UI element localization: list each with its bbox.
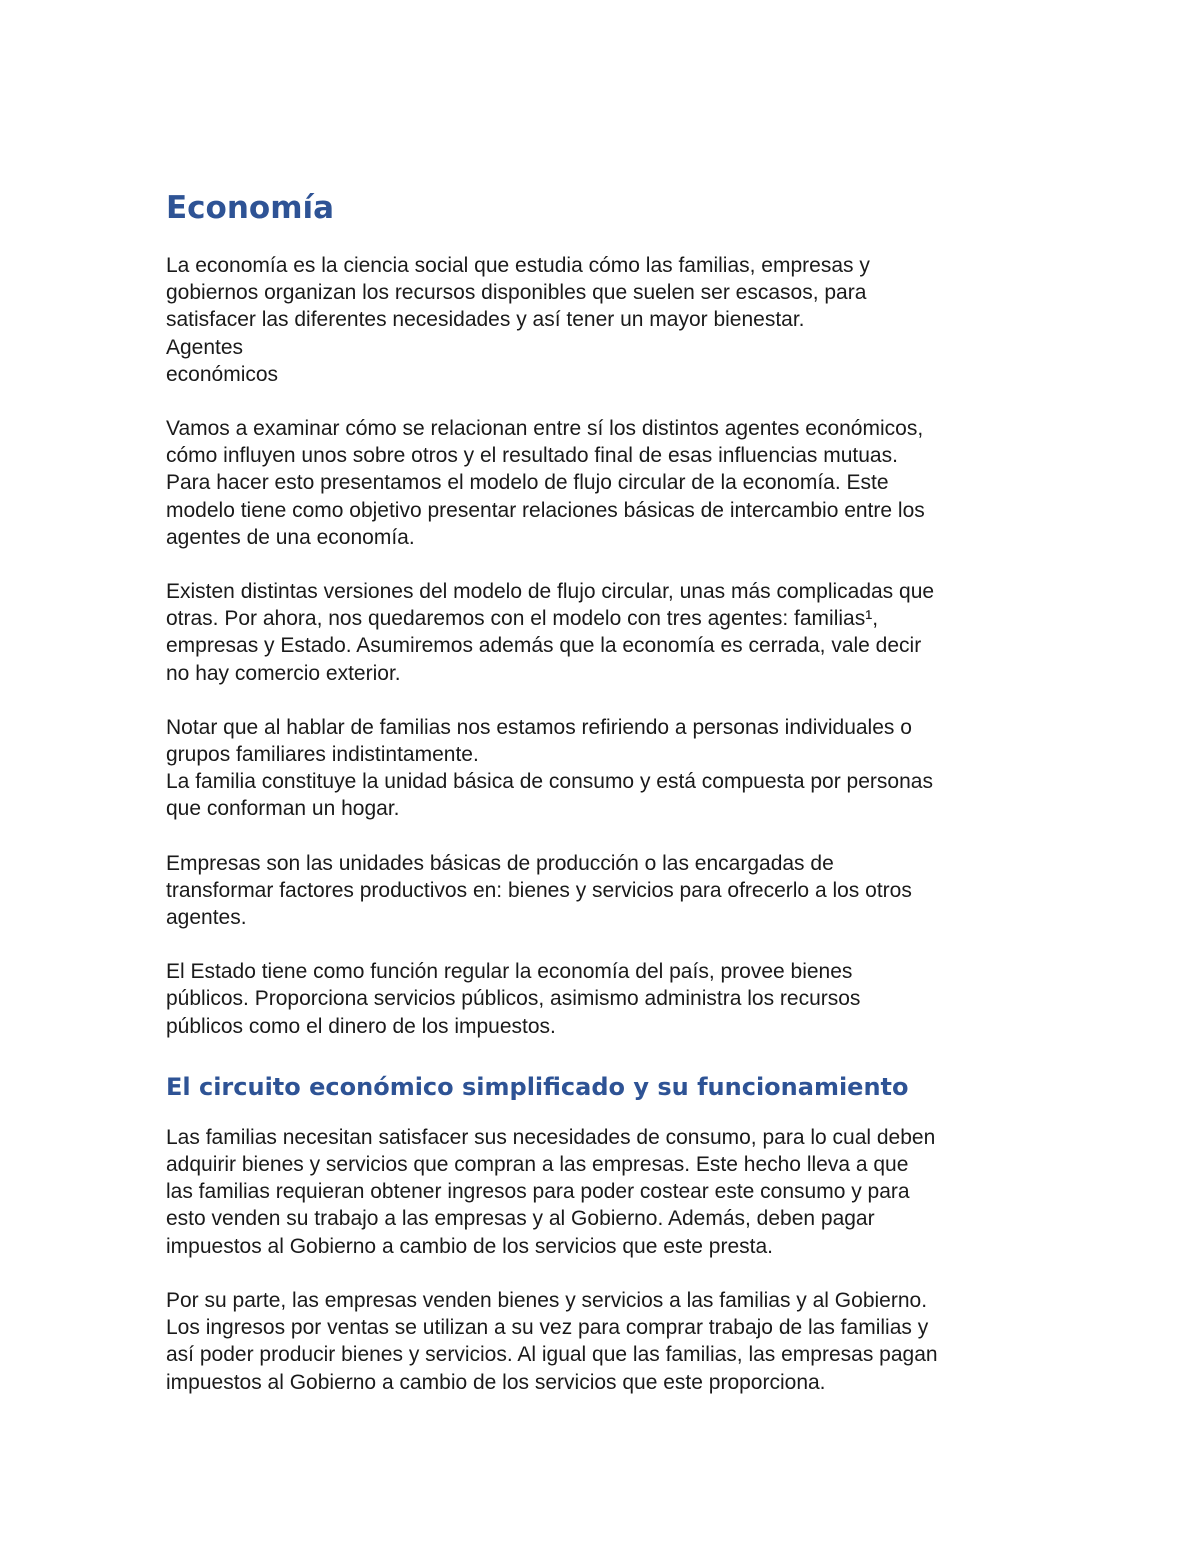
section-title: El circuito económico simplificado y su funcionamiento bbox=[166, 1072, 909, 1101]
agents-label-line2: económicos bbox=[166, 362, 279, 386]
agents-label-line1: Agentes bbox=[166, 335, 244, 359]
paragraph-por-su-parte: Por su parte, las empresas venden bienes y servicios a las familias y al Gobierno. Los ingresos por ventas se utilizan a su vez para comprar trabajo de las familias y así poder producir bienes y servicios. Al igual que las familias, las empresas pagan impuestos al Gobierno a cambio de los servicios que este proporciona. bbox=[166, 1288, 938, 1394]
intro-paragraph: La economía es la ciencia social que estudia cómo las familias, empresas y gobiernos organizan los recursos disponibles que suelen ser escasos, para satisfacer las diferentes necesidades y así tener un mayor bienestar. bbox=[166, 254, 870, 332]
page-title: Economía bbox=[166, 190, 335, 226]
paragraph-familia: La familia constituye la unidad básica de consumo y está compuesta por personas que conforman un hogar. bbox=[166, 770, 933, 821]
paragraph-notar: Notar que al hablar de familias nos estamos refiriendo a personas individuales o grupos familiares indistintamente. bbox=[166, 715, 912, 767]
paragraph-examinar: Vamos a examinar cómo se relacionan entre sí los distintos agentes económicos, cómo influyen unos sobre otros y el resultado final de esas influencias mutuas. Para hacer esto presentamos el modelo de flujo circular de la economía. Este modelo tiene como objetivo presentar relaciones básicas de intercambio entre los agentes de una economía. bbox=[166, 417, 925, 549]
paragraph-estado: El Estado tiene como función regular la economía del país, provee bienes públicos. Proporciona servicios públicos, asimismo administra los recursos públicos como el dinero de los impuestos. bbox=[166, 960, 861, 1038]
paragraph-empresas: Empresas son las unidades básicas de producción o las encargadas de transformar factores productivos en: bienes y servicios para ofrecerlo a los otros agentes. bbox=[166, 851, 912, 930]
paragraph-versiones: Existen distintas versiones del modelo de flujo circular, unas más complicadas que otras. Por ahora, nos quedaremos con el modelo con tres agentes: familias¹, empresas y Estado. Asumiremos además que la economía es cerrada, vale decir no hay comercio exterior. bbox=[166, 580, 935, 685]
document-body bbox=[166, 188, 1046, 1396]
paragraph-familias-necesitan: Las familias necesitan satisfacer sus necesidades de consumo, para lo cual deben adquirir bienes y servicios que compran a las empresas. Este hecho lleva a que las familias requieran obtener ingresos para poder costear este consumo y para esto venden su trabajo a las empresas y al Gobierno. Además, deben pagar impuestos al Gobierno a cambio de los servicios que este presta. bbox=[166, 1125, 936, 1258]
